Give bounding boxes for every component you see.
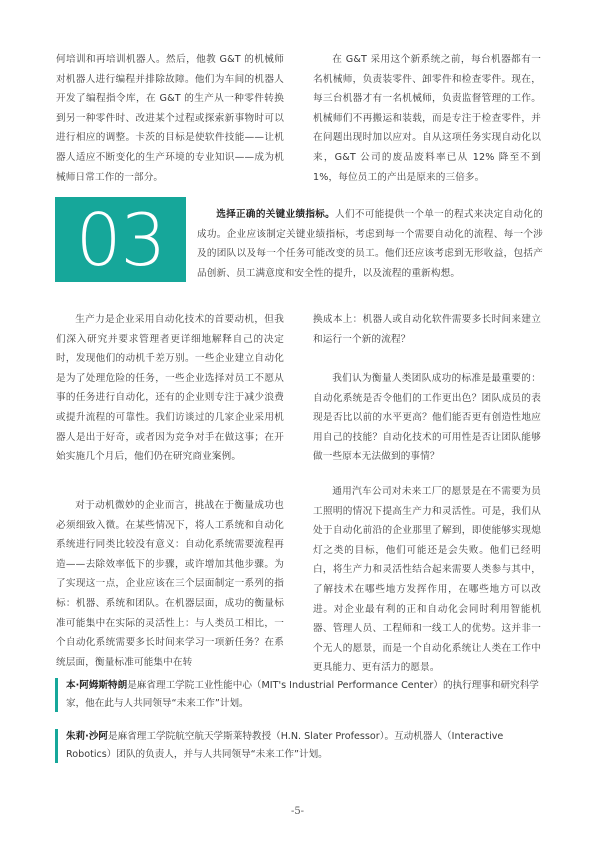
section-heading: 选择正确的关键业绩指标。: [216, 209, 336, 220]
top-right-paragraph: 在 G&T 采用这个新系统之前，每台机器都有一名机械师，负责装零件、卸零件和检查零件。现在，每三台机器才有一名机械师，负责监督管理的工作。机械师们不再搬运和装载，而是专注于检查零件，并在问题出现时加以应对。自从这项任务实现自动化以来，G&T 公司的废品废料率已从 12% 降至不到 1%，每位员工的产出是原来的三倍多。: [313, 54, 541, 183]
bio-name: 本·阿姆斯特朗: [66, 680, 128, 691]
bio-accent-bar: [55, 729, 58, 763]
left-col-paragraph-2: 对于动机微妙的企业而言，挑战在于衡量成功也必须细致入微。在某些情况下，将人工系统和自动化系统进行同类比较没有意义：自动化系统需要流程再造——去除效率低下的步骤，或许增加其他步骤。为了实现这一点，企业应该在三个层面制定一系列的指标：机器、系统和团队。在机器层面，成功的衡量标准可能集中在实际的灵活性上：与人类员工相比，一个自动化系统需要多长时间来学习一项新任务？在系统层面，衡量标准可能集中在转: [56, 500, 284, 668]
bio-text: 是麻省理工学院工业性能中心（MIT's Industrial Performance Center）的执行理事和研究科学家，他在此与人共同领导“未来工作”计划。: [66, 680, 539, 710]
right-col-paragraph-1: 换成本上：机器人或自动化软件需要多长时间来建立和运行一个新的流程？: [313, 314, 541, 345]
bio-armstrong: [66, 677, 546, 714]
bio-text: 是麻省理工学院航空航天学斯莱特教授（H.N. Slater Professor）。互动机器人（Interactive Robotics）团队的负责人，并与人共同领导“未来工作”计划。: [66, 731, 504, 761]
left-col-paragraph-1: 生产力是企业采用自动化技术的首要动机，但我们深入研究并要求管理者更详细地解释自己的决定时，发现他们的动机千差万别。一些企业建立自动化是为了处理危险的任务，一些企业选择对员工不愿从事的任务进行自动化，还有的企业则专注于减少浪费或提升流程的可靠性。我们访谈过的几家企业采用机器人是出于好奇，或者因为竞争对手在做这事；在开始实施几个月后，他们仍在研究商业案例。: [56, 314, 284, 463]
section-number-box: [55, 197, 186, 282]
section-lead-paragraph: [197, 205, 543, 283]
right-col-paragraph-2: 我们认为衡量人类团队成功的标准是最重要的：自动化系统是否令他们的工作更出色？团队成员的表现是否比以前的水平更高？他们能否更有创造性地应用自己的技能？自动化技术的可用性是否让团队能够做一些原本无法做到的事情？: [313, 373, 541, 463]
bio-shah: [66, 728, 546, 765]
section-text: 人们不可能提供一个单一的程式来决定自动化的成功。企业应该制定关键业绩指标，考虑到每一个需要自动化的流程、每一个涉及的团队以及每一个任务可能改变的员工。他们还应该考虑到无形收益，包括产品创新、员工满意度和安全性的提升，以及流程的重新构想。: [197, 209, 543, 279]
bio-accent-bar: [55, 678, 58, 712]
section-number: 03: [75, 197, 166, 282]
right-col-paragraph-3: 通用汽车公司对未来工厂的愿景是在不需要为员工照明的情况下提高生产力和灵活性。可是，我们从处于自动化前沿的企业那里了解到，即使能够实现熄灯之类的目标，他们可能还是会失败。他们已经明白，将生产力和灵活性结合起来需要人类参与其中，了解技术在哪些地方发挥作用，在哪些地方可以改进。对企业最有利的正和自动化会同时利用智能机器、管理人员、工程师和一线工人的优势。这并非一个无人的愿景，而是一个自动化系统让人类在工作中更具能力、更有活力的愿景。: [313, 486, 541, 674]
top-left-paragraph: 何培训和再培训机器人。然后，他教 G&T 的机械师对机器人进行编程并排除故障。他们为车间的机器人开发了编程指令库，在 G&T 的生产从一种零件转换到另一种零件时、改进某个过程或探索新事物时可以进行相应的调整。卡茨的目标是使软件技能——让机器人适应不断变化的生产环境的专业知识——成为机械师日常工作的一部分。: [56, 54, 284, 183]
bio-name: 朱莉·沙阿: [66, 731, 109, 742]
page-number: -5-: [290, 806, 305, 817]
